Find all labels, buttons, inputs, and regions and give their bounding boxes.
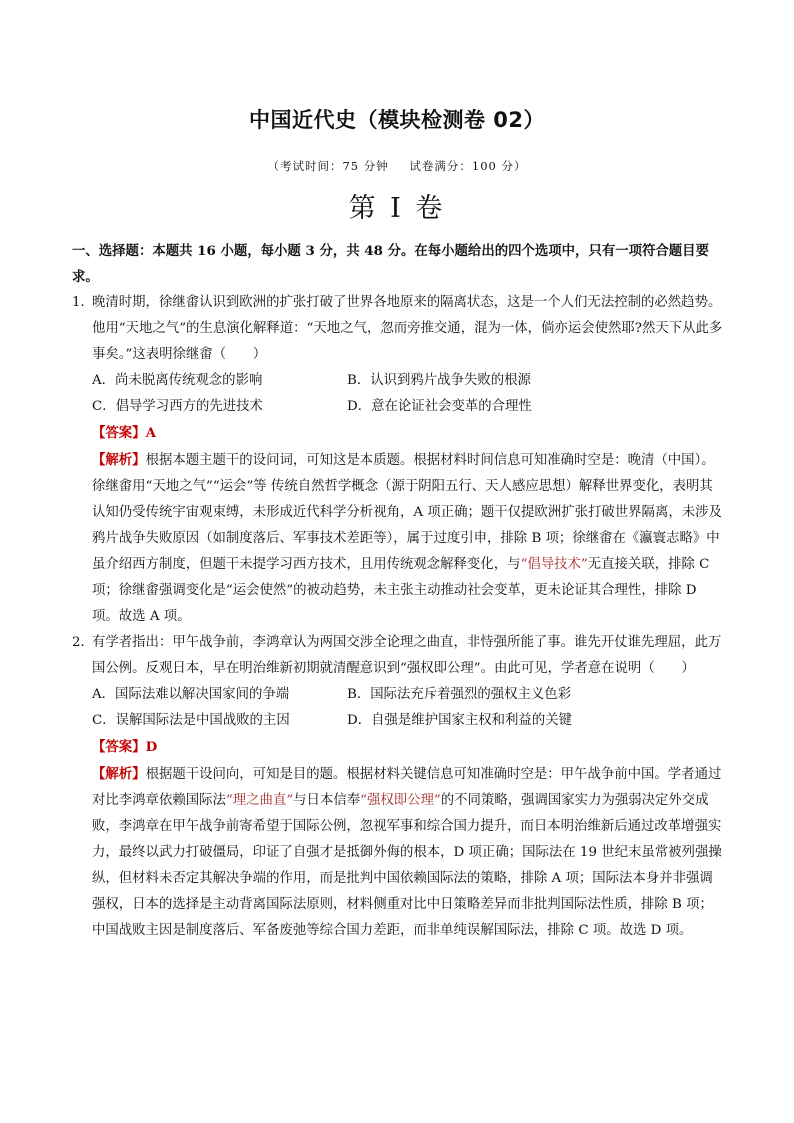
option-a: A．国际法难以解决国家间的争端 bbox=[92, 687, 290, 702]
option-d: D．意在论证社会变革的合理性 bbox=[347, 399, 532, 414]
explanation-highlight-2: “强权即公理” bbox=[360, 793, 441, 808]
question-number: 2． bbox=[72, 635, 94, 650]
option-a: A．尚未脱离传统观念的影响 bbox=[92, 373, 263, 388]
full-score: 试卷满分：100 分） bbox=[409, 159, 527, 173]
exam-info bbox=[0, 158, 794, 174]
answer-line bbox=[72, 734, 724, 761]
question-stem bbox=[72, 630, 724, 682]
answer-value: D bbox=[145, 739, 158, 755]
option-c: C．误解国际法是中国战败的主因 bbox=[92, 713, 290, 728]
explanation-highlight: “倡导技术” bbox=[520, 557, 588, 572]
explanation-tag: 【解析】 bbox=[92, 766, 146, 782]
question-text: 晚清时期，徐继畬认识到欧洲的扩张打破了世界各地原来的隔离状态，这是一个人们无法控制的必然趋势。他用“天地之气”的生息演化解释道：“天地之气，忽而旁推交通，混为一体，倘亦运会使然耶?然天下从此多事矣。”这表明徐继畬（ ） bbox=[92, 295, 723, 362]
page-title: 中国近代史（模块检测卷 02） bbox=[248, 108, 546, 132]
option-d: D．自强是维护国家主权和利益的关键 bbox=[347, 713, 572, 728]
answer-line bbox=[72, 420, 724, 447]
option-b: B．国际法充斥着强烈的强权主义色彩 bbox=[347, 687, 572, 702]
option-b: B．认识到鸦片战争失败的根源 bbox=[347, 373, 531, 388]
volume-heading: 第 I 卷 bbox=[348, 193, 446, 224]
answer-tag: 【答案】 bbox=[92, 739, 146, 755]
answer-value: A bbox=[145, 425, 156, 441]
explanation-text-end: 无直接关联，排除 C 项；徐继畬强调变化是“运会使然”的被动趋势，未主张主动推动社会变革，更未论证其合理性，排除 D 项。故选 A 项。 bbox=[92, 557, 710, 624]
question-text: 有学者指出：甲午战争前，李鸿章认为两国交涉全论理之曲直，非恃强所能了事。谁先开仗谁先理屈，此万国公例。反观日本，早在明治维新初期就清醒意识到“强权即公理”。由此可见，学者意在说明（ ） bbox=[92, 635, 722, 676]
exam-time: （考试时间：75 分钟 bbox=[267, 159, 389, 173]
question-number: 1． bbox=[72, 295, 94, 310]
explanation bbox=[72, 761, 724, 944]
explanation-highlight: “理之曲直” bbox=[225, 793, 294, 808]
explanation-text-mid: 与日本信奉 bbox=[293, 793, 361, 808]
explanation-text: 根据题干设问向，可知是目的题。根据材料关键信息可知准确时空是：甲午战争前中国。学者通过对比李鸿章依赖国际法 bbox=[92, 767, 722, 808]
question-2 bbox=[72, 630, 724, 944]
exam-content bbox=[72, 238, 724, 944]
explanation-text: 根据本题主题干的设问词，可知这是本质题。根据材料时间信息可知准确时空是：晚清（中国）。徐继畬用“天地之气”“运会”等 传统自然哲学概念（源于阴阳五行、天人感应思想）解释世界变化，表明其认知仍受传统宇宙观束缚，未形成近代科学分析视角，A 项正确；题干仅提欧洲扩张打破世界隔离，未涉及鸦片战争失败原因（如制度落后、军事技术差距等），属于过度引申，排除 B 项；徐继畬在《瀛寰志略》中虽介绍西方制度，但题干未提学习西方技术，且用传统观念解释变化，与 bbox=[92, 453, 722, 572]
question-1 bbox=[72, 290, 724, 630]
section-intro: 一、选择题：本题共 16 小题，每小题 3 分，共 48 分。在每小题给出的四个选项中，只有一项符合题目要求。 bbox=[72, 243, 709, 285]
explanation-tag: 【解析】 bbox=[92, 452, 146, 468]
question-stem bbox=[72, 290, 724, 368]
option-c: C．倡导学习西方的先进技术 bbox=[92, 399, 263, 414]
options bbox=[72, 368, 724, 420]
options bbox=[72, 682, 724, 734]
answer-tag: 【答案】 bbox=[92, 425, 146, 441]
explanation-text-end: 的不同策略，强调国家实力为强弱决定外交成败，李鸿章在甲午战争前寄希望于国际公例，忽视军事和综合国力提升，而日本明治维新后通过改革增强实力，最终以武力打破僵局，印证了自强才是抵御外侮的根本，D 项正确；国际法在 19 世纪末虽常被列强操纵，但材料未否定其解决争端的作用，而是批判中国依赖国际法的策略，排除 A 项；国际法本身并非强调强权，日本的选择是主动背离国际法原则，材料侧重对比中日策略差异而非批判国际法性质，排除 B 项；中国战败主因是制度落后、军备废弛等综合国力差距，而非单纯误解国际法，排除 C 项。故选 D 项。 bbox=[92, 793, 722, 938]
explanation bbox=[72, 447, 724, 630]
